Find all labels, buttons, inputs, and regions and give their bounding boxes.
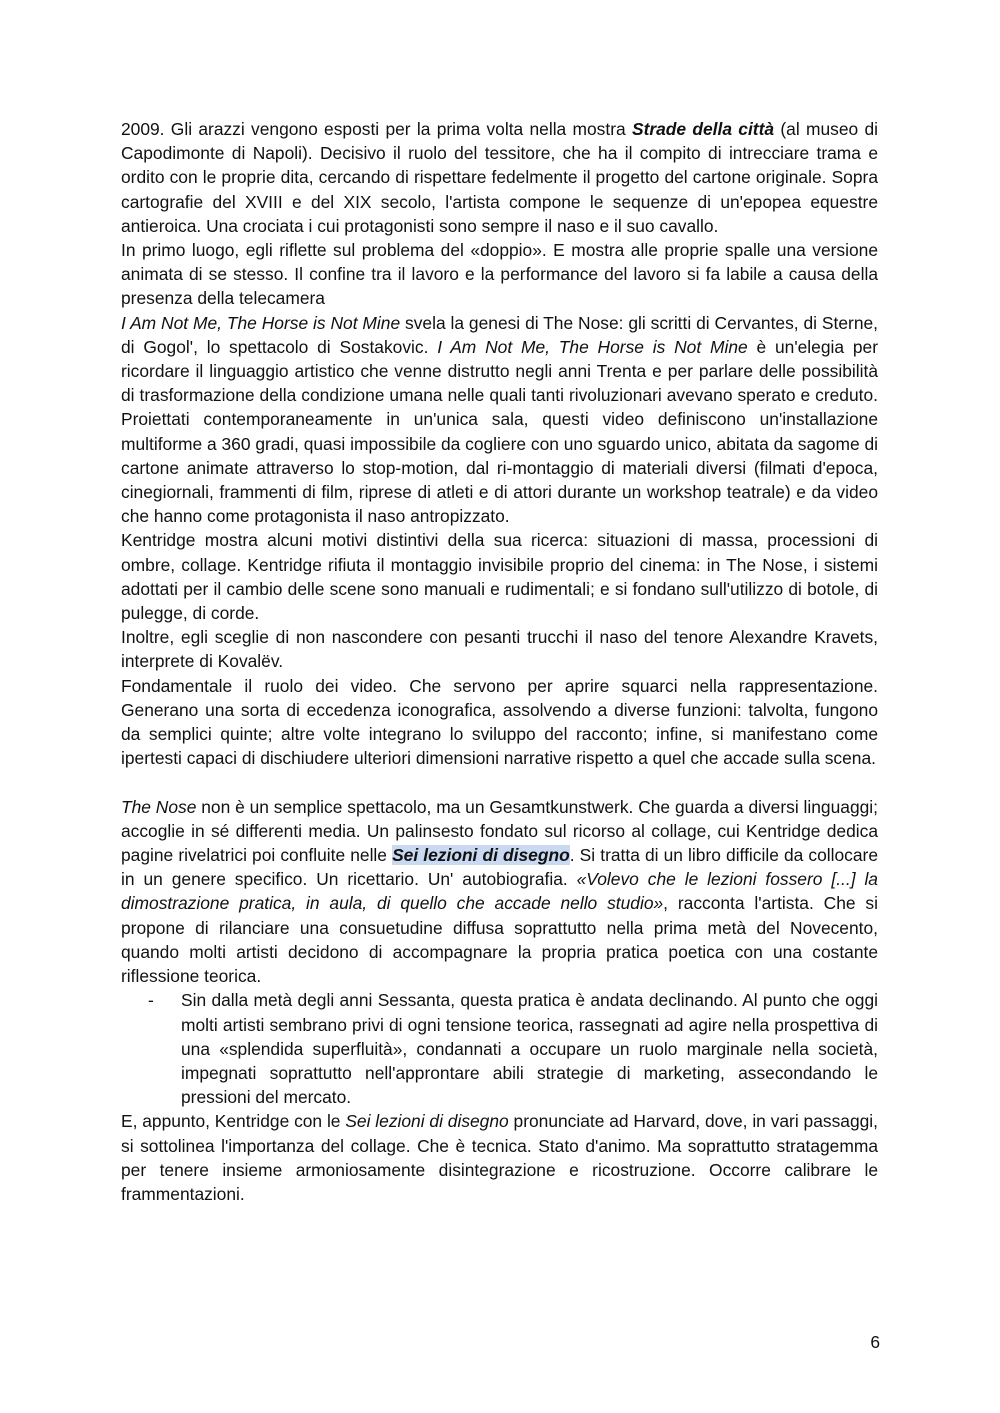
paragraph-the-nose [121, 795, 878, 989]
document-body [121, 117, 878, 1206]
page-number: 6 [870, 1332, 880, 1352]
text-run: svela la genesi di The Nose: gli scritti di Cervantes, di Sterne, di Gogol', lo spettacolo di Sostakovic. [121, 312, 878, 357]
text-run: è un'elegia per ricordare il linguaggio artistico che venne distrutto negli anni Trenta e per parlare delle possibilità di trasformazione della condizione umana nelle quali tanti rivoluzionari avevano sperato e creduto. Proiettati contemporaneamente in un'unica sala, questi video definiscono un'installazione multiforme a 360 gradi, quasi impossibile da cogliere con uno sguardo unico, abitata da sagome di cartone animate attraverso lo stop-motion, dal ri-montaggio di materiali diversi (filmati d'epoca, cinegiornali, frammenti di film, riprese di atleti e di attori durante un workshop teatrale) e da video che hanno come protagonista il naso antropizzato. [121, 336, 878, 527]
paragraph-arazzi [121, 117, 878, 238]
paragraph-collage [121, 1109, 878, 1206]
book-title: Sei lezioni di disegno [345, 1111, 509, 1132]
text-run: 2009. Gli arazzi vengono esposti per la prima volta nella mostra [121, 119, 632, 139]
text-run: , racconta l'artista. Che si propone di rilanciare una consuetudine diffusa soprattutto nella prima metà del Novecento, quando molti artisti decidono di accompagnare la propria pratica poetica con una costante riflessione teorica. [121, 893, 878, 987]
paragraph-naso: Inoltre, egli sceglie di non nascondere con pesanti trucchi il naso del tenore Alexandre Kravets, interprete di Kovalëv. [121, 627, 878, 672]
text-run: E, appunto, Kentridge con le [121, 1111, 346, 1132]
paragraph-doppio: In primo luogo, egli riflette sul problema del «doppio». E mostra alle proprie spalle una versione animata di se stesso. Il confine tra il lavoro e la performance del lavoro si fa labile a causa della presenza della telecamera [121, 240, 878, 309]
exhibition-title: Strade della città [631, 119, 775, 139]
paragraph-gap [121, 770, 878, 794]
text-run: pronunciate ad Harvard, dove, in vari passaggi, si sottolinea l'importanza del collage. Che è tecnica. Stato d'animo. Ma soprattutto stratagemma per tenere insieme armoniosamente disintegrazione e ricostruzione. Occorre calibrare le frammentazioni. [121, 1111, 878, 1204]
bullet-item [121, 988, 878, 1109]
quotation: «Volevo che le lezioni fossero [...] la dimostrazione pratica, in aula, di quello che accade nello studio» [121, 869, 878, 914]
work-title: The Nose [121, 796, 197, 817]
work-title: I Am Not Me, The Horse is Not Mine [437, 336, 748, 357]
bullet-text: Sin dalla metà degli anni Sessanta, questa pratica è andata declinando. Al punto che oggi molti artisti sembrano privi di ogni tensione teorica, rassegnati ad agire nella prospettiva di una «splendida superfluità», condannati a occupare un ruolo marginale nella società, impegnati soprattutto nell'approntare abili strategie di marketing, assecondando le pressioni del mercato. [181, 990, 878, 1108]
bullet-dash: - [148, 990, 154, 1011]
text-run: (al museo di Capodimonte di Napoli). Decisivo il ruolo del tessitore, che ha il compito di intrecciare trama e ordito con le proprie dita, cercando di rispettare fedelmente il progetto del cartone originale. Sopra cartografie del XVIII e del XIX secolo, l'artista compone le sequenze di un'epopea equestre antieroica. Una crociata i cui protagonisti sono sempre il naso e il suo cavallo. [121, 119, 878, 236]
work-title: I Am Not Me, The Horse is Not Mine [121, 312, 401, 333]
paragraph-motivi: Kentridge mostra alcuni motivi distintivi della sua ricerca: situazioni di massa, processioni di ombre, collage. Kentridge rifiuta il montaggio invisibile proprio del cinema: in The Nose, i sistemi adottati per il cambio delle scene sono manuali e rudimentali; e si fondano sull'utilizzo di botole, di pulegge, di corde. [121, 530, 878, 624]
text-run: non è un semplice spettacolo, ma un Gesamtkunstwerk. Che guarda a diversi linguaggi; accoglie in sé differenti media. Un palinsesto fondato sul ricorso al collage, cui Kentridge dedica pagine rivelatrici poi confluite nelle [121, 796, 878, 866]
paragraph-horse [121, 311, 878, 529]
paragraph-video: Fondamentale il ruolo dei video. Che servono per aprire squarci nella rappresentazione. Generano una sorta di eccedenza iconografica, assolvendo a diverse funzioni: talvolta, fungono da semplici quinte; altre volte integrano lo sviluppo del racconto; infine, si manifestano come ipertesti capaci di dischiudere ulteriori dimensioni narrative rispetto a quel che accade sulla scena. [121, 675, 878, 769]
text-run: . Si tratta di un libro difficile da collocare in un genere specifico. Un ricettario. Un' autobiografia. [121, 845, 879, 890]
highlighted-book-title: Sei lezioni di disegno [392, 845, 570, 866]
